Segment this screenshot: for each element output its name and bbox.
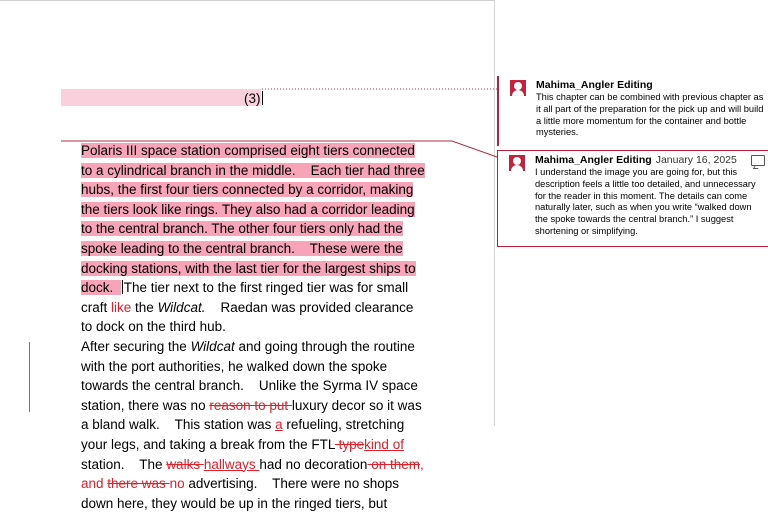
deleted-text[interactable]: reason to put	[209, 397, 292, 413]
comment-card[interactable]	[497, 76, 768, 146]
deleted-text[interactable]: type	[334, 436, 365, 452]
comment-author	[536, 79, 653, 92]
sentence: The	[139, 456, 167, 472]
deleted-text[interactable]: walks	[166, 456, 204, 472]
inserted-text[interactable]: like	[111, 299, 132, 315]
sentence: Raedan was provided clearance to dock on the third hub.	[81, 299, 414, 335]
deleted-text[interactable]: there was	[107, 476, 170, 492]
sentence: This station was	[174, 417, 276, 433]
sentence: had no decoration	[259, 456, 368, 472]
inserted-text[interactable]: , and	[81, 456, 424, 492]
sentence: The other four tiers only had the spoke leading to the central branch.	[81, 221, 403, 256]
sentence: The tier next to the first ringed tier was for small craft	[81, 280, 409, 315]
deleted-text[interactable]: on them	[367, 456, 420, 472]
sentence: the	[131, 299, 158, 315]
author-name: Mahima_Angler Editing	[536, 79, 653, 91]
paragraph-comment-connector	[61, 141, 497, 157]
sentence: Polaris III space station comprised eight tiers connected to a cylindrical branch in the middle.	[81, 143, 415, 178]
inserted-text[interactable]: a	[275, 417, 283, 433]
comment-text[interactable]: I understand the image you are going for, but this description feels a little too detailed, and unnecessary for the reader in this moment. The details can come naturally later, such as when you write “walked down the spoke towards the central branch.” I suggest shortening or simplifying.	[535, 167, 756, 236]
sentence: These were the docking stations, with the last tier for the largest ships to dock.	[81, 240, 416, 296]
comment-author	[535, 154, 737, 167]
sentence: refueling, stretching your legs, and taking a break from the FTL	[81, 417, 405, 452]
sentence: They also had a corridor leading to the central branch.	[81, 201, 415, 237]
author-name: Mahima_Angler Editing	[535, 154, 652, 166]
user-avatar-icon	[509, 155, 525, 171]
sentence: advertising.	[184, 476, 258, 492]
sentence: There were no shops down here, they would be up in the ringed tiers, but	[81, 476, 399, 511]
comment-date: January 16, 2025	[655, 154, 737, 166]
sentence: and going through the routine with the port authorities, he walked down the spoke towards the central branch.	[81, 338, 415, 394]
sentence: station.	[81, 456, 125, 472]
comment-card-active[interactable]	[497, 150, 768, 247]
sentence: Each tier had three hubs, the first four tiers connected by a corridor, making the tiers look like rings.	[81, 162, 425, 217]
italic-text: Wildcat	[190, 338, 235, 354]
sentence: After securing the	[81, 338, 191, 354]
inserted-text[interactable]: no	[169, 476, 185, 492]
user-avatar-icon	[510, 80, 526, 96]
inserted-text[interactable]: hallways	[203, 456, 260, 472]
italic-text: Wildcat.	[157, 299, 206, 315]
sentence: luxury decor so it was a bland walk.	[81, 397, 422, 433]
reply-icon[interactable]	[751, 155, 765, 166]
comment-text[interactable]: This chapter can be combined with previous chapter as it all part of the preparation for the pick up and will build a little more momentum for the container and bottle mysteries.	[536, 92, 764, 138]
sentence: Unlike the Syrma IV space station, there was no	[81, 378, 418, 413]
inserted-text[interactable]: kind of	[364, 436, 404, 452]
chapter-heading-text: (3)	[244, 91, 261, 106]
